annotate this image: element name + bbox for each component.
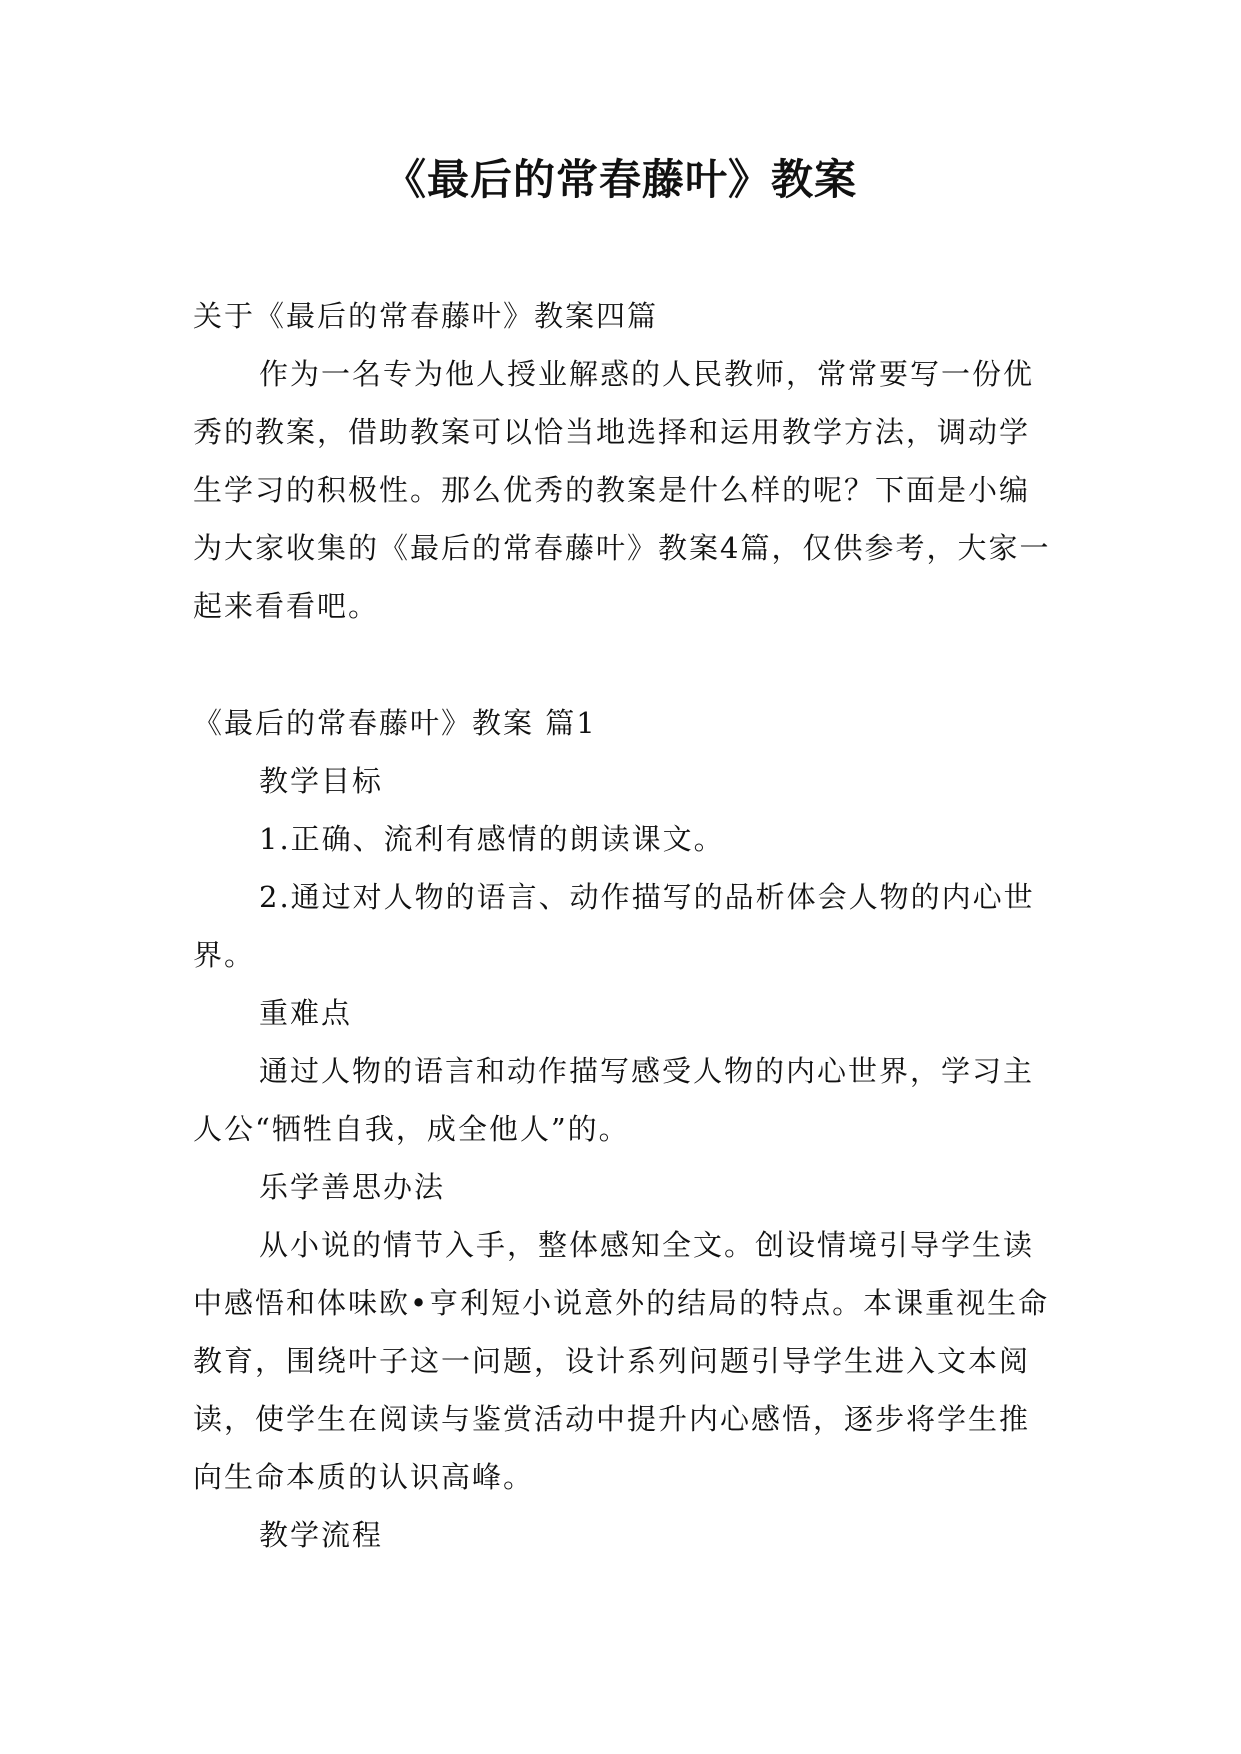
goal-item-1: 1.正确、流利有感情的朗读课文。 — [259, 822, 725, 856]
method-heading: 乐学善思办法 — [259, 1170, 446, 1204]
teaching-goals-heading: 教学目标 — [259, 764, 384, 798]
section-heading: 《最后的常春藤叶》教案 篇1 — [193, 706, 597, 740]
section-body — [193, 752, 1055, 1564]
document-title: 《最后的常春藤叶》教案 — [383, 155, 857, 204]
key-difficulties-paragraph: 通过人物的语言和动作描写感受人物的内心世界，学习主人公“牺牲自我，成全他人”的。 — [193, 1054, 1035, 1146]
key-difficulties-heading: 重难点 — [259, 996, 353, 1030]
teaching-process-heading: 教学流程 — [259, 1518, 384, 1552]
goal-item-2: 2.通过对人物的语言、动作描写的品析体会人物的内心世界。 — [193, 880, 1035, 972]
intro-paragraph: 作为一名专为他人授业解惑的人民教师，常常要写一份优秀的教案，借助教案可以恰当地选择和运用教学方法，调动学生学习的积极性。那么优秀的教案是什么样的呢？下面是小编为大家收集的《最后的常春藤叶》教案4篇，仅供参考，大家一起来看看吧。 — [193, 357, 1051, 623]
intro-heading: 关于《最后的常春藤叶》教案四篇 — [193, 299, 659, 333]
method-paragraph: 从小说的情节入手，整体感知全文。创设情境引导学生读中感悟和体味欧•亨利短小说意外的结局的特点。本课重视生命教育，围绕叶子这一问题，设计系列问题引导学生进入文本阅读，使学生在阅读与鉴赏活动中提升内心感悟，逐步将学生推向生命本质的认识高峰。 — [193, 1228, 1050, 1494]
